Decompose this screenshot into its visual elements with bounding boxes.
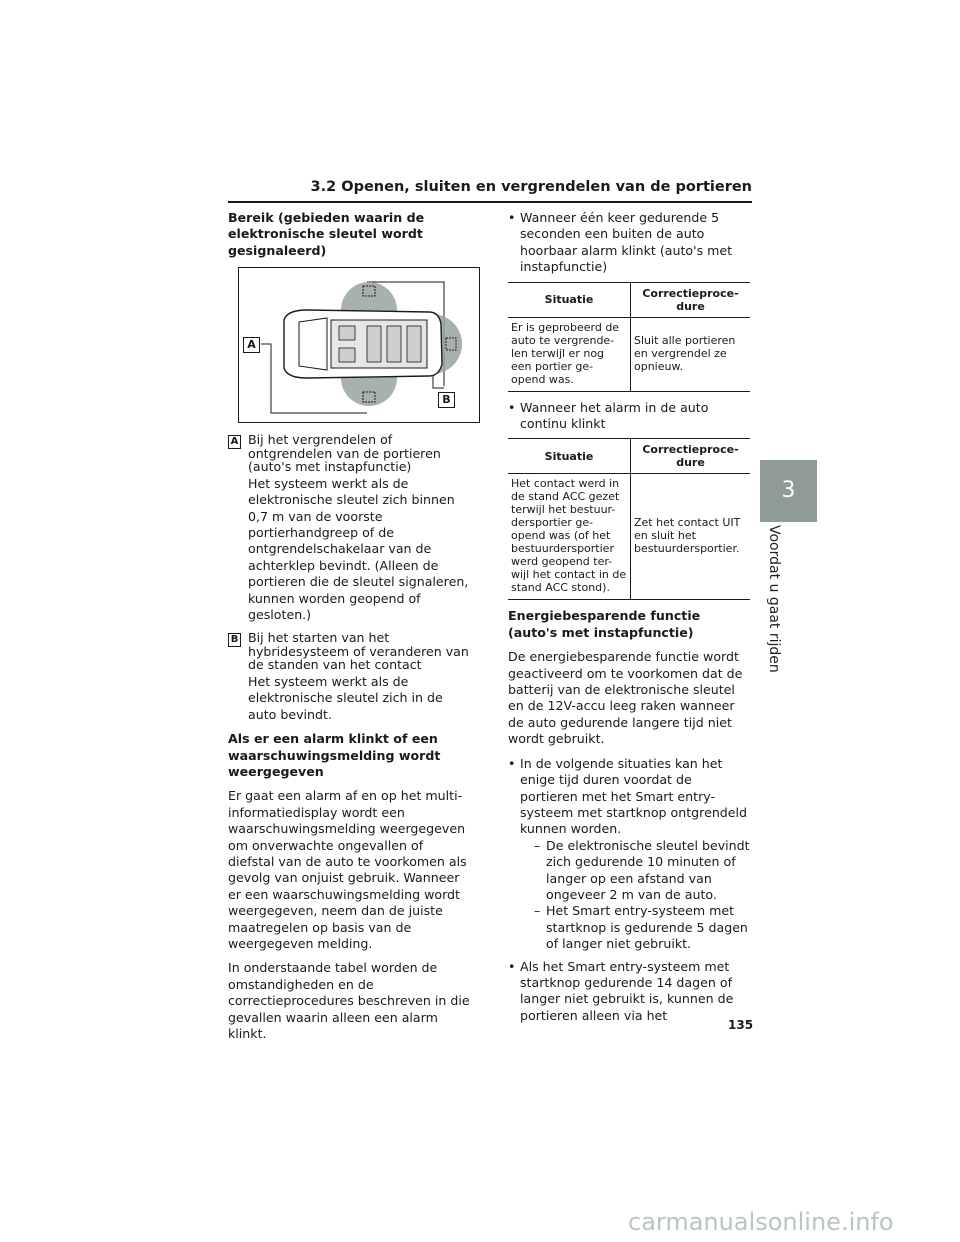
zone-a-title: Bij het vergrendelen of ontgrendelen van de portieren (auto's met instapfunctie)	[248, 432, 441, 475]
zone-b-label: B	[438, 392, 455, 408]
range-heading: Bereik (gebieden waarin de elektronische sleutel wordt gesignaleerd)	[228, 210, 425, 258]
zone-a-body: Het systeem werkt als de elektronische sleutel zich binnen 0,7 m van de voorste portierhandgreep of de ontgrendelschakelaar van de achterklep bevindt. (Alleen de portieren die de sleutel signaleren, kunnen worden geopend of gesloten.)	[248, 475, 469, 622]
left-column	[228, 210, 472, 1050]
alarm-paragraph-2: In onderstaande tabel worden de omstandigheden en de correctieprocedures beschreven in die gevallen waarin alleen een alarm klinkt.	[228, 960, 470, 1041]
page-header	[228, 179, 752, 203]
section-title: 3.2 Openen, sluiten en vergrendelen van de portieren	[310, 179, 752, 195]
table2-procedure: Zet het contact UIT en sluit het bestuurdersportier.	[631, 474, 751, 600]
table2-header-situation: Situatie	[508, 439, 631, 474]
dash-item-unused-5-days: – Het Smart entry-systeem met startknop is gedurende 5 dagen of langer niet gebruikt.	[520, 903, 752, 952]
bullet-delay-situations	[508, 756, 752, 953]
zone-b-body: Het systeem werkt als de elektronische sleutel zich in de auto bevindt.	[248, 673, 443, 722]
bullet-external-alarm: • Wanneer één keer gedurende 5 seconden een buiten de auto hoorbaar alarm klinkt (auto's met instapfunctie)	[508, 210, 752, 276]
zone-a-badge: A	[228, 435, 241, 449]
table2-header-procedure: Correctieproce- dure	[631, 439, 751, 474]
zone-b-definition	[228, 631, 472, 723]
zone-a-label: A	[243, 337, 260, 353]
table1-header-situation: Situatie	[508, 282, 631, 317]
page-number: 135	[728, 1018, 754, 1032]
chapter-tab: 3	[760, 460, 817, 522]
detection-range-figure	[238, 267, 480, 423]
chapter-label	[762, 525, 786, 675]
right-column	[508, 210, 752, 1030]
table2-situation: Het contact werd in de stand ACC gezet terwijl het bestuur- dersportier ge- opend was (of het bestuurdersportier werd geopend ter- wijl het contact in de stand ACC stond).	[511, 477, 627, 595]
table1-situation: Er is geprobeerd de auto te vergrende- len terwijl er nog een portier ge- opend was.	[511, 320, 620, 386]
zone-b-badge: B	[228, 633, 241, 647]
chapter-label-text: Voordat u gaat rijden	[766, 525, 782, 673]
zone-definitions	[228, 433, 472, 723]
alarm-heading: Als er een alarm klinkt of een waarschuwingsmelding wordt weergegeven	[228, 731, 441, 779]
bullet-unused-14-days: • Als het Smart entry-systeem met startknop gedurende 14 dagen of langer niet gebruikt is, kunnen de portieren alleen via het	[508, 959, 752, 1025]
energy-heading: Energiebesparende functie (auto's met instapfunctie)	[508, 608, 701, 640]
external-alarm-table	[508, 282, 750, 392]
energy-paragraph: De energiebesparende functie wordt geactiveerd om te voorkomen dat de batterij van de elektronische sleutel en de 12V-accu leeg raken wanneer de auto gedurende langere tijd niet wordt gebruikt.	[508, 649, 743, 747]
watermark: carmanualsonline.info	[628, 1208, 894, 1236]
table1-procedure: Sluit alle portieren en vergrendel ze opnieuw.	[631, 317, 751, 391]
zone-a-definition	[228, 433, 472, 623]
bullet-internal-alarm: • Wanneer het alarm in de auto continu klinkt	[508, 400, 752, 433]
alarm-paragraph-1: Er gaat een alarm af en op het multi-informatiedisplay wordt een waarschuwingsmelding weergegeven om onverwachte ongevallen of diefstal van de auto te voorkomen als gevolg van onjuist gebruik. Wanneer er een waarschuwingsmelding wordt weergegeven, neem dan de juiste maatregelen op basis van de weergegeven melding.	[228, 788, 467, 951]
internal-alarm-table	[508, 438, 750, 600]
zone-b-title: Bij het starten van het hybridesysteem of veranderen van de standen van het contact	[248, 630, 469, 673]
dash-item-key-distance: – De elektronische sleutel bevindt zich gedurende 10 minuten of langer op een afstand van ongeveer 2 m van de auto.	[520, 838, 752, 904]
delay-intro: • In de volgende situaties kan het enige tijd duren voordat de portieren met het Smart entry-systeem met startknop ontgrendeld kunnen worden.	[520, 755, 748, 837]
table1-header-procedure: Correctieproce- dure	[631, 282, 751, 317]
